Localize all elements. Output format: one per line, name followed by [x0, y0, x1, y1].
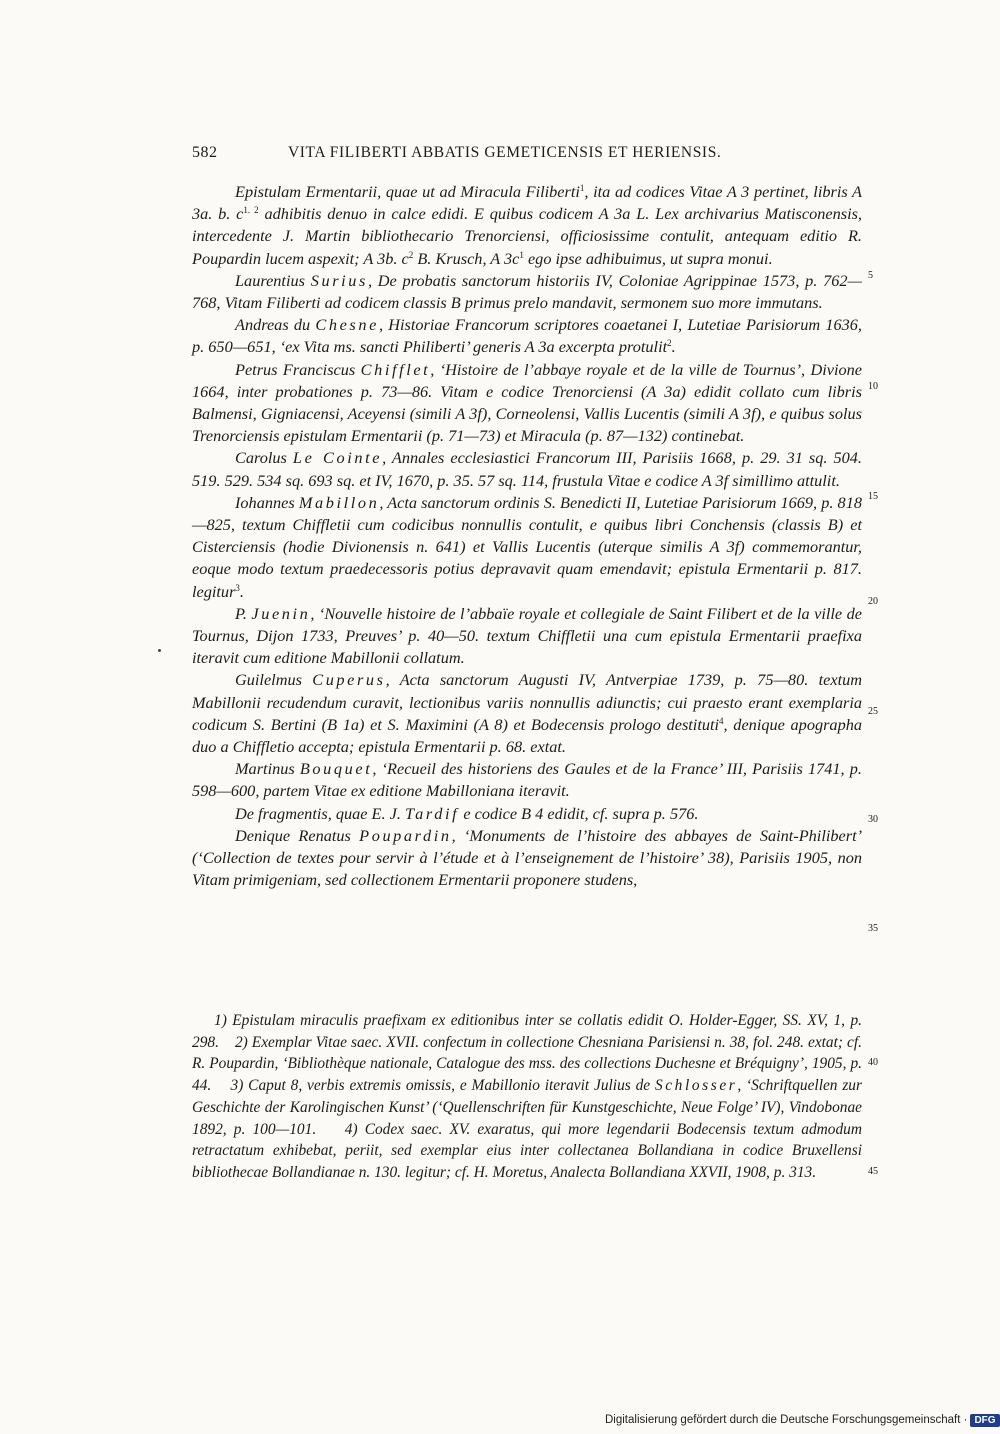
line-number: 15: [868, 491, 878, 502]
paragraph: De fragmentis, quae E. J. Tardif e codice B 4 edidit, cf. supra p. 576.: [235, 803, 699, 823]
main-text: [192, 181, 862, 892]
paragraph: Petrus Franciscus Chifflet, ‘Histoire de l’abbaye royale et de la ville de Tournus’, Divione 1664, inter probationes p. 73—86. Vitam e codice Trenorciensi (A 3a) edidit collato cum libris Balmensi, Gigniacensi, Aceyensi (simili A 3f), Corneolensi, Vallis Lucentis (simili A 3f), e quibus solus Trenorciensis epistulam Ermentarii (p. 71—73) et Miracula (p. 87—132) continebat.: [192, 359, 863, 446]
line-number: 40: [868, 1057, 878, 1068]
line-number: 35: [868, 923, 878, 934]
paragraph: Laurentius Surius, De probatis sanctorum historiis IV, Coloniae Agrippinae 1573, p. 762—768, Vitam Filiberti ad codicem classis B primus prelo mandavit, sermonem suo more immutans.: [192, 270, 862, 313]
footnotes: 1) Epistulam miraculis praefixam ex editionibus inter se collatis edidit O. Holder-Egger, SS. XV, 1, p. 298. 2) Exemplar Vitae saec. XVII. confectum in collectione Chesniana Parisiensi n. 38, fol. 248. extat; cf. R. Poupardin, ‘Bibliothèque nationale, Catalogue des mss. des collections Duchesne et Bréquigny’, 1905, p. 44. 3) Caput 8, verbis extremis omissis, e Mabillonio iteravit Julius de Schlosser, ‘Schriftquellen zur Geschichte der Karolingischen Kunst’ (‘Quellenschriften für Kunstgeschichte, Neue Folge’ IV), Vindobonae 1892, p. 100—101. 4) Codex saec. XV. exaratus, qui more legendarii Bodecensis textum admodum retractatum exhibebat, periit, sed exemplar eius inter collectanea Bollandiana in codice Bruxellensi bibliothecae Bollandianae n. 130. legitur; cf. H. Moretus, Analecta Bollandiana XXVII, 1908, p. 313.: [192, 1012, 862, 1181]
margin-mark: [158, 649, 161, 652]
page-number: 582: [192, 144, 218, 161]
paragraph: Martinus Bouquet, ‘Recueil des historiens des Gaules et de la France’ III, Parisiis 1741, p. 598—600, partem Vitae ex editione Mabilloniana iteravit.: [192, 759, 862, 801]
line-number: 10: [868, 381, 878, 392]
line-number: 20: [868, 596, 878, 607]
digitization-footer: Digitalisierung gefördert durch die Deutsche Forschungsgemeinschaft · DFG: [605, 1414, 1000, 1427]
paragraph: Denique Renatus Poupardin, ‘Monuments de l’histoire des abbayes de Saint-Philibert’ (‘Collection de textes pour servir à l’étude et à l’enseignement de l’histoire’ 38), Parisiis 1905, non Vitam primigeniam, sed collectionem Ermentarii proponere studens,: [192, 825, 863, 890]
line-number: 30: [868, 814, 878, 825]
running-title: VITA FILIBERTI ABBATIS GEMETICENSIS ET HERIENSIS.: [288, 144, 722, 161]
line-number: 45: [868, 1166, 878, 1177]
paragraph: Andreas du Chesne, Historiae Francorum scriptores coaetanei I, Lutetiae Parisiorum 1636, p. 650—651, ‘ex Vita ms. sancti Philiberti’ generis A 3a excerpta protulit$^2$.: [192, 315, 862, 357]
dfg-logo-icon: DFG: [970, 1414, 999, 1427]
page-header: [192, 144, 862, 166]
paragraph: Guilelmus Cuperus, Acta sanctorum Augusti IV, Antverpiae 1739, p. 75—80. textum Mabillonii recudendum curavit, lectionibus variis nonnullis adiunctis; cui praesto erant exemplaria codicum S. Bertini (B 1a) et S. Maximini (A 8) et Bodecensis prologo destituti$^4$, denique apographa duo a Chiffletio accepta; epistula Ermentarii p. 68. extat.: [192, 670, 862, 757]
line-number: 5: [868, 270, 873, 281]
line-number: 25: [868, 706, 878, 717]
paragraph: Epistulam Ermentarii, quae ut ad Miracula Filiberti$^1$, ita ad codices Vitae A 3 pertinet, libris A 3a. b. $c^{1. 2}$ adhibitis denuo in calce edidi. E quibus codicem A 3a L. Lex archivarius Matisconensis, intercedente J. Martin bibliothecario Trenorciensi, officiosissime contulit, antequam editio R. Poupardin lucem aspexit; A 3b. $c^2$ B. Krusch, A $3c^1$ ego ipse adhibuimus, ut supra monui.: [192, 182, 862, 268]
paragraph: Iohannes Mabillon, Acta sanctorum ordinis S. Benedicti II, Lutetiae Parisiorum 1669, p. 818—825, textum Chiffletii cum codicibus nonnullis contulit, e quibus libri Conchensis (classis B) et Cisterciensis (hodie Divionensis n. 641) et Vallis Lucentis (uterque similis A 3f) commemorantur, eoque modo textum praedecessoris potius depravavit quam emendavit; epistula Ermentarii p. 817. legitur$^3$.: [192, 492, 862, 601]
footer-text: Digitalisierung gefördert durch die Deutsche Forschungsgemeinschaft: [605, 1414, 961, 1426]
paragraph: P. Juenin, ‘Nouvelle histoire de l’abbaïe royale et collegiale de Saint Filibert et de la ville de Tournus, Dijon 1733, Preuves’ p. 40—50. textum Chiffletii una cum epistula Ermentarii praefixa iteravit cum editione Mabillonii collatum.: [192, 603, 862, 668]
paragraph: Carolus Le Cointe, Annales ecclesiastici Francorum III, Parisiis 1668, p. 29. 31 sq. 504. 519. 529. 534 sq. 693 sq. et IV, 1670, p. 35. 57 sq. 114, frustula Vitae e codice A 3f simillimo attulit.: [192, 448, 862, 490]
